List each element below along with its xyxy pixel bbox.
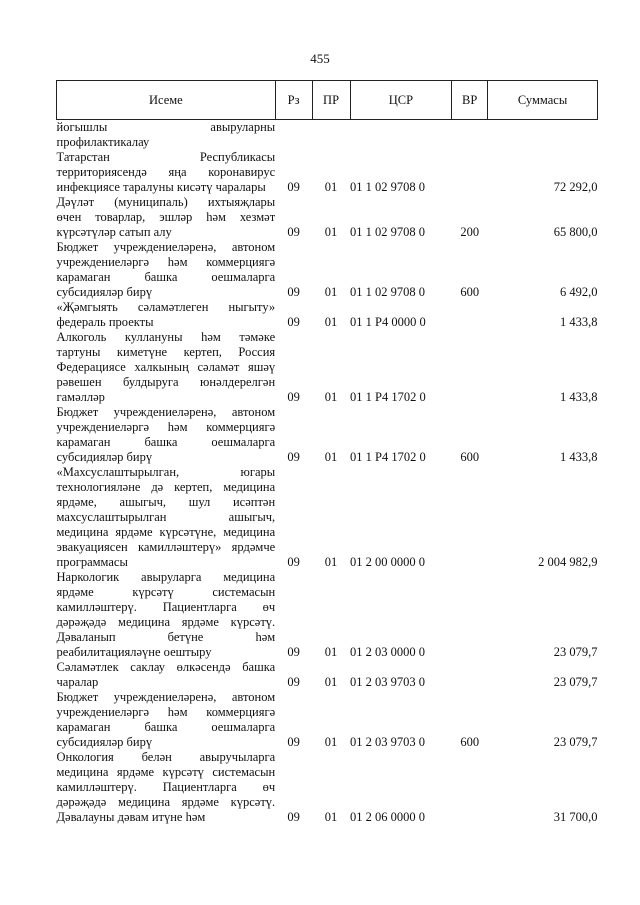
row-name-line: Бюджет учреждениеләренә, автоном: [56, 240, 276, 254]
header-vr: ВР: [452, 81, 488, 120]
row-rz: 09: [287, 285, 300, 299]
row-name-line: профилактикалау: [56, 135, 150, 149]
table-row: [57, 240, 598, 300]
row-rz: 09: [287, 450, 300, 464]
row-vr: [452, 300, 488, 330]
row-name-line: учреждениеләргә һәм коммерциягә: [56, 420, 276, 434]
row-vr: 200: [460, 225, 480, 239]
row-name-line: технологияләне дә кертеп, медицина: [56, 480, 276, 494]
row-name: [57, 750, 276, 825]
table-row: [57, 690, 598, 750]
header-name: Исеме: [57, 81, 276, 120]
row-name-line: рәвешен булдыруга юнәлдерелгән: [56, 375, 276, 389]
table-header-row: [57, 81, 598, 120]
row-name: [57, 300, 276, 330]
row-name-line: тартуны киметүне кертеп, Россия: [56, 345, 276, 359]
row-name-line: федераль проекты: [56, 315, 154, 329]
row-name-line: эвакуациясен камилләштерү» ярдәмче: [56, 540, 276, 554]
table-row: [57, 330, 598, 405]
row-name-line: йогышлы авыруларны: [56, 120, 276, 134]
row-sum: 23 079,7: [553, 645, 598, 659]
row-csr: 01 1 P4 0000 0: [350, 315, 426, 329]
header-pr: ПР: [312, 81, 350, 120]
row-name-line: Федерациясе халкының сәламәт яшәү: [56, 360, 276, 374]
row-name-line: дәрәҗәдә медицина ярдәме күрсәтү.: [56, 615, 276, 629]
row-name-line: инфекциясе таралуны кисәтү чаралары: [56, 180, 266, 194]
row-name-line: күрсәтүләр сатып алу: [56, 225, 172, 239]
row-vr: [452, 330, 488, 405]
row-name-line: Дәүләт (муниципаль) ихтыяҗлары: [56, 195, 276, 209]
row-name-line: ярдәме, ашыгыч, шул исәптән: [56, 495, 276, 509]
row-name-line: Дәвалауны дәвам итүне һәм: [56, 810, 206, 824]
row-name: [57, 150, 276, 195]
row-pr: 01: [324, 735, 338, 749]
row-name-line: Наркологик авыруларга медицина: [56, 570, 276, 584]
row-pr: 01: [324, 810, 338, 824]
row-pr: 01: [324, 555, 338, 569]
row-vr: [452, 120, 488, 151]
row-name-line: карамаган башка оешмаларга: [56, 435, 276, 449]
row-name-line: Татарстан Республикасы: [56, 150, 276, 164]
row-name-line: камилләштерү. Пациентларга өч: [56, 780, 276, 794]
row-sum: 1 433,8: [560, 315, 598, 329]
row-name-line: Алкоголь куллануны һәм тәмәке: [56, 330, 276, 344]
row-name-line: медицина ярдәме күрсәтүне, медицина: [56, 525, 276, 539]
row-name-line: карамаган башка оешмаларга: [56, 270, 276, 284]
row-name: [57, 240, 276, 300]
row-rz: 09: [287, 810, 300, 824]
row-name-line: учреждениеләргә һәм коммерциягә: [56, 705, 276, 719]
table-row: [57, 465, 598, 570]
row-rz: [275, 120, 312, 151]
header-rz: Рз: [275, 81, 312, 120]
page-number: 455: [310, 51, 330, 66]
row-csr: 01 2 00 0000 0: [350, 555, 425, 569]
row-name-line: субсидияләр бирү: [56, 450, 153, 464]
row-vr: 600: [460, 285, 480, 299]
row-name-line: карамаган башка оешмаларга: [56, 720, 276, 734]
row-pr: 01: [324, 285, 338, 299]
row-name-line: ярдәме күрсәтү системасын: [56, 585, 276, 599]
row-csr: 01 1 P4 1702 0: [350, 450, 426, 464]
table-row: [57, 195, 598, 240]
row-name-line: учреждениеләргә һәм коммерциягә: [56, 255, 276, 269]
row-name-line: Бюджет учреждениеләренә, автоном: [56, 690, 276, 704]
row-csr: 01 1 P4 1702 0: [350, 390, 426, 404]
row-name: [57, 660, 276, 690]
row-name-line: «Җәмгыять сәламәтлеген ныгыту»: [56, 300, 276, 314]
row-pr: 01: [324, 180, 338, 194]
row-sum: [488, 120, 598, 151]
header-csr: ЦСР: [350, 81, 452, 120]
table-row: [57, 660, 598, 690]
row-vr: [452, 465, 488, 570]
row-csr: 01 1 02 9708 0: [350, 180, 425, 194]
row-name-line: субсидияләр бирү: [56, 285, 153, 299]
row-pr: 01: [324, 390, 338, 404]
row-vr: [452, 570, 488, 660]
row-name-line: махсуслаштырылган ашыгыч,: [56, 510, 276, 524]
row-name: [57, 330, 276, 405]
row-pr: 01: [324, 315, 338, 329]
row-sum: 31 700,0: [553, 810, 598, 824]
row-rz: 09: [287, 180, 300, 194]
row-sum: 23 079,7: [553, 675, 598, 689]
row-name-line: Дәваланып бетүне һәм: [56, 630, 276, 644]
row-rz: 09: [287, 225, 300, 239]
row-vr: [452, 150, 488, 195]
row-name: [57, 570, 276, 660]
row-name-line: субсидияләр бирү: [56, 735, 153, 749]
row-rz: 09: [287, 315, 300, 329]
row-rz: 09: [287, 555, 300, 569]
header-sum: Суммасы: [488, 81, 598, 120]
row-vr: 600: [460, 450, 480, 464]
row-csr: 01 2 06 0000 0: [350, 810, 425, 824]
row-rz: 09: [287, 645, 300, 659]
row-name-line: Сәламәтлек саклау өлкәсендә башка: [56, 660, 276, 674]
row-rz: 09: [287, 675, 300, 689]
row-sum: 1 433,8: [560, 450, 598, 464]
table-row: [57, 570, 598, 660]
row-name-line: «Махсуслаштырылган, югары: [56, 465, 276, 479]
row-pr: 01: [324, 645, 338, 659]
row-name-line: реабилитацияләүне оештыру: [56, 645, 212, 659]
row-csr: 01 2 03 9703 0: [350, 675, 425, 689]
table-row: [57, 750, 598, 825]
row-name-line: Онкология белән авыручыларга: [56, 750, 276, 764]
row-name: [57, 690, 276, 750]
row-name-line: гамәлләр: [56, 390, 105, 404]
row-name: [57, 120, 276, 151]
row-name-line: камилләштерү. Пациентларга өч: [56, 600, 276, 614]
row-name-line: чаралар: [56, 675, 99, 689]
row-vr: [452, 660, 488, 690]
table-row: [57, 150, 598, 195]
row-name: [57, 465, 276, 570]
row-name-line: Бюджет учреждениеләренә, автоном: [56, 405, 276, 419]
row-name-line: программасы: [56, 555, 128, 569]
row-vr: [452, 750, 488, 825]
row-name-line: медицина ярдәме күрсәтү системасын: [56, 765, 276, 779]
row-rz: 09: [287, 735, 300, 749]
row-pr: 01: [324, 675, 338, 689]
table-row: [57, 120, 598, 151]
row-csr: 01 1 02 9708 0: [350, 285, 425, 299]
row-sum: 23 079,7: [553, 735, 598, 749]
row-name: [57, 405, 276, 465]
row-name: [57, 195, 276, 240]
table-row: [57, 405, 598, 465]
row-csr: 01 2 03 0000 0: [350, 645, 425, 659]
row-name-line: өчен товарлар, эшләр һәм хезмәт: [56, 210, 276, 224]
row-name-line: территориясендә яңа коронавирус: [56, 165, 276, 179]
row-csr: 01 2 03 9703 0: [350, 735, 425, 749]
row-sum: 6 492,0: [560, 285, 598, 299]
row-pr: 01: [324, 450, 338, 464]
row-vr: 600: [460, 735, 480, 749]
row-pr: 01: [324, 225, 338, 239]
row-csr: 01 1 02 9708 0: [350, 225, 425, 239]
row-sum: 65 800,0: [553, 225, 598, 239]
row-csr: [350, 120, 452, 151]
row-pr: [312, 120, 350, 151]
row-sum: 1 433,8: [560, 390, 598, 404]
table-row: [57, 300, 598, 330]
row-name-line: дәрәҗәдә медицина ярдәме күрсәтү.: [56, 795, 276, 809]
row-sum: 2 004 982,9: [538, 555, 598, 569]
row-rz: 09: [287, 390, 300, 404]
row-sum: 72 292,0: [553, 180, 598, 194]
budget-table: [56, 80, 598, 825]
